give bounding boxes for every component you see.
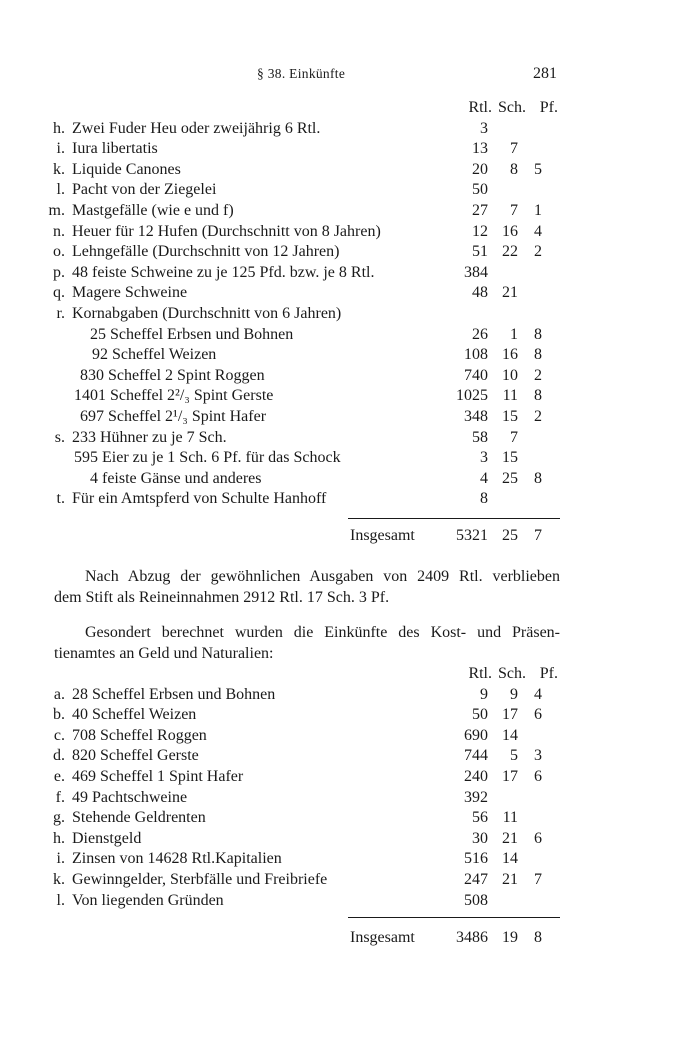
row-text: Stehende Geldrenten (72, 809, 206, 827)
value-rtl: 58 (472, 428, 488, 446)
row-text: Pacht von der Ziegelei (72, 181, 217, 199)
value-pf: 2 (534, 243, 542, 261)
header-pf: Pf. (539, 99, 558, 116)
row-label: l. (56, 181, 65, 199)
value-pf: 1 (534, 201, 542, 219)
value-rtl: 740 (464, 366, 488, 384)
row-label: f. (55, 788, 65, 806)
value-rtl: 348 (464, 407, 488, 425)
value-rtl: 30 (472, 829, 488, 847)
table-row (0, 160, 700, 181)
header-sch: Sch. (498, 665, 526, 682)
page-number: 281 (533, 65, 557, 82)
value-sch: 7 (510, 201, 518, 219)
row-text: 49 Pachtschweine (72, 788, 188, 806)
paragraph-line: Gesondert berechnet wurden die Einkünfte des Kost- und Präsen- (85, 624, 560, 641)
value-rtl: 48 (472, 284, 488, 302)
value-sch: 17 (502, 767, 518, 785)
value-rtl: 1025 (456, 387, 488, 405)
value-sch: 15 (502, 449, 518, 467)
value-pf: 4 (534, 685, 542, 703)
value-sch: 11 (502, 809, 518, 827)
total-label: Insgesamt (350, 527, 415, 544)
paragraph-line: tienamtes an Geld und Naturalien: (54, 644, 274, 662)
table-row (0, 448, 700, 469)
table-header-row (0, 664, 700, 685)
value-sch: 5 (510, 747, 518, 765)
value-pf: 4 (534, 222, 542, 240)
value-sch: 8 (510, 160, 518, 178)
paragraph-line: dem Stift als Reineinnahmen 2912 Rtl. 17 Sch. 3 Pf. (54, 588, 390, 606)
paragraph (54, 567, 560, 608)
table-row (0, 469, 700, 490)
row-text: 48 feiste Schweine zu je 125 Pfd. bzw. je 8 Rtl. (72, 263, 375, 281)
value-rtl: 3 (480, 119, 488, 137)
total-pf: 7 (534, 527, 542, 544)
value-sch: 16 (502, 222, 518, 240)
header-rtl: Rtl. (468, 665, 492, 682)
total-rtl: 5321 (456, 527, 488, 544)
value-pf: 5 (534, 160, 542, 178)
value-sch: 11 (502, 387, 518, 405)
value-pf: 2 (534, 366, 542, 384)
value-sch: 15 (502, 407, 518, 425)
row-label: p. (53, 263, 65, 281)
value-rtl: 26 (472, 325, 488, 343)
value-rtl: 392 (464, 788, 488, 806)
row-label: m. (48, 201, 65, 219)
row-text: Mastgefälle (wie e und f) (72, 201, 234, 219)
value-sch: 25 (502, 469, 518, 487)
row-label: d. (53, 747, 65, 765)
table-row (0, 788, 700, 809)
table-row (0, 325, 700, 346)
table-row (0, 685, 700, 706)
row-text: Magere Schweine (72, 284, 188, 302)
row-label: b. (53, 706, 65, 724)
value-sch: 9 (510, 685, 518, 703)
table-row (0, 222, 700, 243)
value-pf: 8 (534, 325, 542, 343)
table-row (0, 119, 700, 140)
total-pf: 8 (534, 929, 542, 946)
row-label: n. (53, 222, 65, 240)
value-rtl: 56 (472, 809, 488, 827)
table-row (0, 283, 700, 304)
table-row (0, 345, 700, 366)
table-row (0, 139, 700, 160)
row-text: Für ein Amtspferd von Schulte Hanhoff (72, 490, 327, 508)
row-label: a. (53, 685, 65, 703)
row-label: t. (56, 490, 65, 508)
table-header-row (0, 98, 700, 119)
total-row (0, 928, 700, 949)
table-row (0, 726, 700, 747)
value-sch: 14 (502, 850, 518, 868)
value-rtl: 9 (480, 685, 488, 703)
row-label: q. (53, 284, 65, 302)
value-sch: 10 (502, 366, 518, 384)
table-row (0, 201, 700, 222)
row-text: Iura libertatis (72, 140, 158, 158)
table-row (0, 242, 700, 263)
section-title: § 38. Einkünfte (257, 66, 346, 81)
value-sch: 17 (502, 706, 518, 724)
value-rtl: 51 (472, 243, 488, 261)
value-rtl: 20 (472, 160, 488, 178)
value-rtl: 247 (464, 870, 488, 888)
row-label: k. (53, 160, 65, 178)
value-pf: 8 (534, 469, 542, 487)
table-row (0, 366, 700, 387)
value-rtl: 12 (472, 222, 488, 240)
table-row (0, 407, 700, 428)
value-rtl: 240 (464, 767, 488, 785)
value-pf: 3 (534, 747, 542, 765)
value-rtl: 508 (464, 891, 488, 909)
row-label: h. (53, 119, 65, 137)
row-label: e. (53, 767, 65, 785)
value-rtl: 4 (480, 469, 488, 487)
running-head (0, 64, 700, 86)
row-text: 233 Hühner zu je 7 Sch. (72, 428, 227, 446)
value-sch: 1 (510, 325, 518, 343)
total-row (0, 526, 700, 547)
value-pf: 6 (534, 767, 542, 785)
table-row (0, 304, 700, 325)
value-rtl: 50 (472, 706, 488, 724)
value-sch: 21 (502, 829, 518, 847)
table-row (0, 263, 700, 284)
table-row (0, 489, 700, 510)
value-rtl: 690 (464, 726, 488, 744)
paragraph (54, 623, 560, 664)
row-text: Heuer für 12 Hufen (Durchschnitt von 8 Jahren) (72, 222, 381, 240)
row-label: o. (53, 243, 65, 261)
table-row (0, 891, 700, 912)
value-rtl: 108 (464, 346, 488, 364)
row-text: 25 Scheffel Erbsen und Bohnen (90, 325, 294, 343)
row-text: Lehngefälle (Durchschnitt von 12 Jahren) (72, 243, 340, 261)
value-pf: 7 (534, 870, 542, 888)
row-text: Gewinngelder, Sterbfälle und Freibriefe (72, 870, 328, 888)
paragraph-line: Nach Abzug der gewöhnlichen Ausgaben von 2409 Rtl. verblieben (85, 568, 560, 585)
table-row (0, 767, 700, 788)
row-label: g. (53, 809, 65, 827)
value-rtl: 384 (464, 263, 488, 281)
value-pf: 8 (534, 387, 542, 405)
row-text: Zinsen von 14628 Rtl.Kapitalien (72, 850, 282, 868)
value-rtl: 27 (472, 201, 488, 219)
value-rtl: 50 (472, 181, 488, 199)
total-sch: 19 (502, 929, 518, 946)
row-label: i. (56, 140, 65, 158)
value-sch: 7 (510, 428, 518, 446)
total-rule (348, 518, 560, 519)
value-sch: 21 (502, 284, 518, 302)
income-table-kostamt (0, 664, 700, 911)
value-rtl: 3 (480, 449, 488, 467)
row-label: c. (53, 726, 65, 744)
table-row (0, 808, 700, 829)
row-text: Kornabgaben (Durchschnitt von 6 Jahren) (72, 304, 342, 322)
row-text: 469 Scheffel 1 Spint Hafer (72, 767, 244, 785)
row-text: Liquide Canones (72, 160, 181, 178)
total-rule (348, 917, 560, 918)
row-text: 708 Scheffel Roggen (72, 726, 207, 744)
table-row (0, 870, 700, 891)
row-text: 1401 Scheffel 2²/₃ Spint Gerste (74, 387, 274, 405)
row-text: 40 Scheffel Weizen (72, 706, 197, 724)
value-rtl: 13 (472, 140, 488, 158)
table-row (0, 705, 700, 726)
row-text: 595 Eier zu je 1 Sch. 6 Pf. für das Schock (74, 449, 341, 467)
header-sch: Sch. (498, 99, 526, 116)
value-sch: 22 (502, 243, 518, 261)
value-rtl: 8 (480, 490, 488, 508)
value-pf: 8 (534, 346, 542, 364)
value-sch: 7 (510, 140, 518, 158)
row-text: Von liegenden Gründen (72, 891, 224, 909)
row-label: h. (53, 829, 65, 847)
value-sch: 16 (502, 346, 518, 364)
value-rtl: 744 (464, 747, 488, 765)
value-sch: 14 (502, 726, 518, 744)
header-rtl: Rtl. (468, 99, 492, 116)
value-pf: 2 (534, 407, 542, 425)
value-sch: 21 (502, 870, 518, 888)
table-row (0, 746, 700, 767)
row-text: 4 feiste Gänse und anderes (90, 469, 262, 487)
row-text: Dienstgeld (72, 829, 142, 847)
value-pf: 6 (534, 706, 542, 724)
table-row (0, 386, 700, 407)
row-text: Zwei Fuder Heu oder zweijährig 6 Rtl. (72, 119, 321, 137)
row-text: 697 Scheffel 2¹/₃ Spint Hafer (80, 407, 267, 425)
row-text: 830 Scheffel 2 Spint Roggen (80, 366, 265, 384)
value-rtl: 516 (464, 850, 488, 868)
row-text: 92 Scheffel Weizen (92, 346, 217, 364)
table-row (0, 428, 700, 449)
row-label: l. (56, 891, 65, 909)
total-label: Insgesamt (350, 929, 415, 946)
row-label: r. (56, 304, 65, 322)
row-label: s. (54, 428, 65, 446)
row-label: i. (56, 850, 65, 868)
table-row (0, 180, 700, 201)
value-pf: 6 (534, 829, 542, 847)
total-rtl: 3486 (456, 929, 488, 946)
row-text: 28 Scheffel Erbsen und Bohnen (72, 685, 276, 703)
table-row (0, 829, 700, 850)
income-table-stift (0, 98, 700, 510)
table-row (0, 849, 700, 870)
total-sch: 25 (502, 527, 518, 544)
row-label: k. (53, 870, 65, 888)
header-pf: Pf. (539, 665, 558, 682)
row-text: 820 Scheffel Gerste (72, 747, 199, 765)
